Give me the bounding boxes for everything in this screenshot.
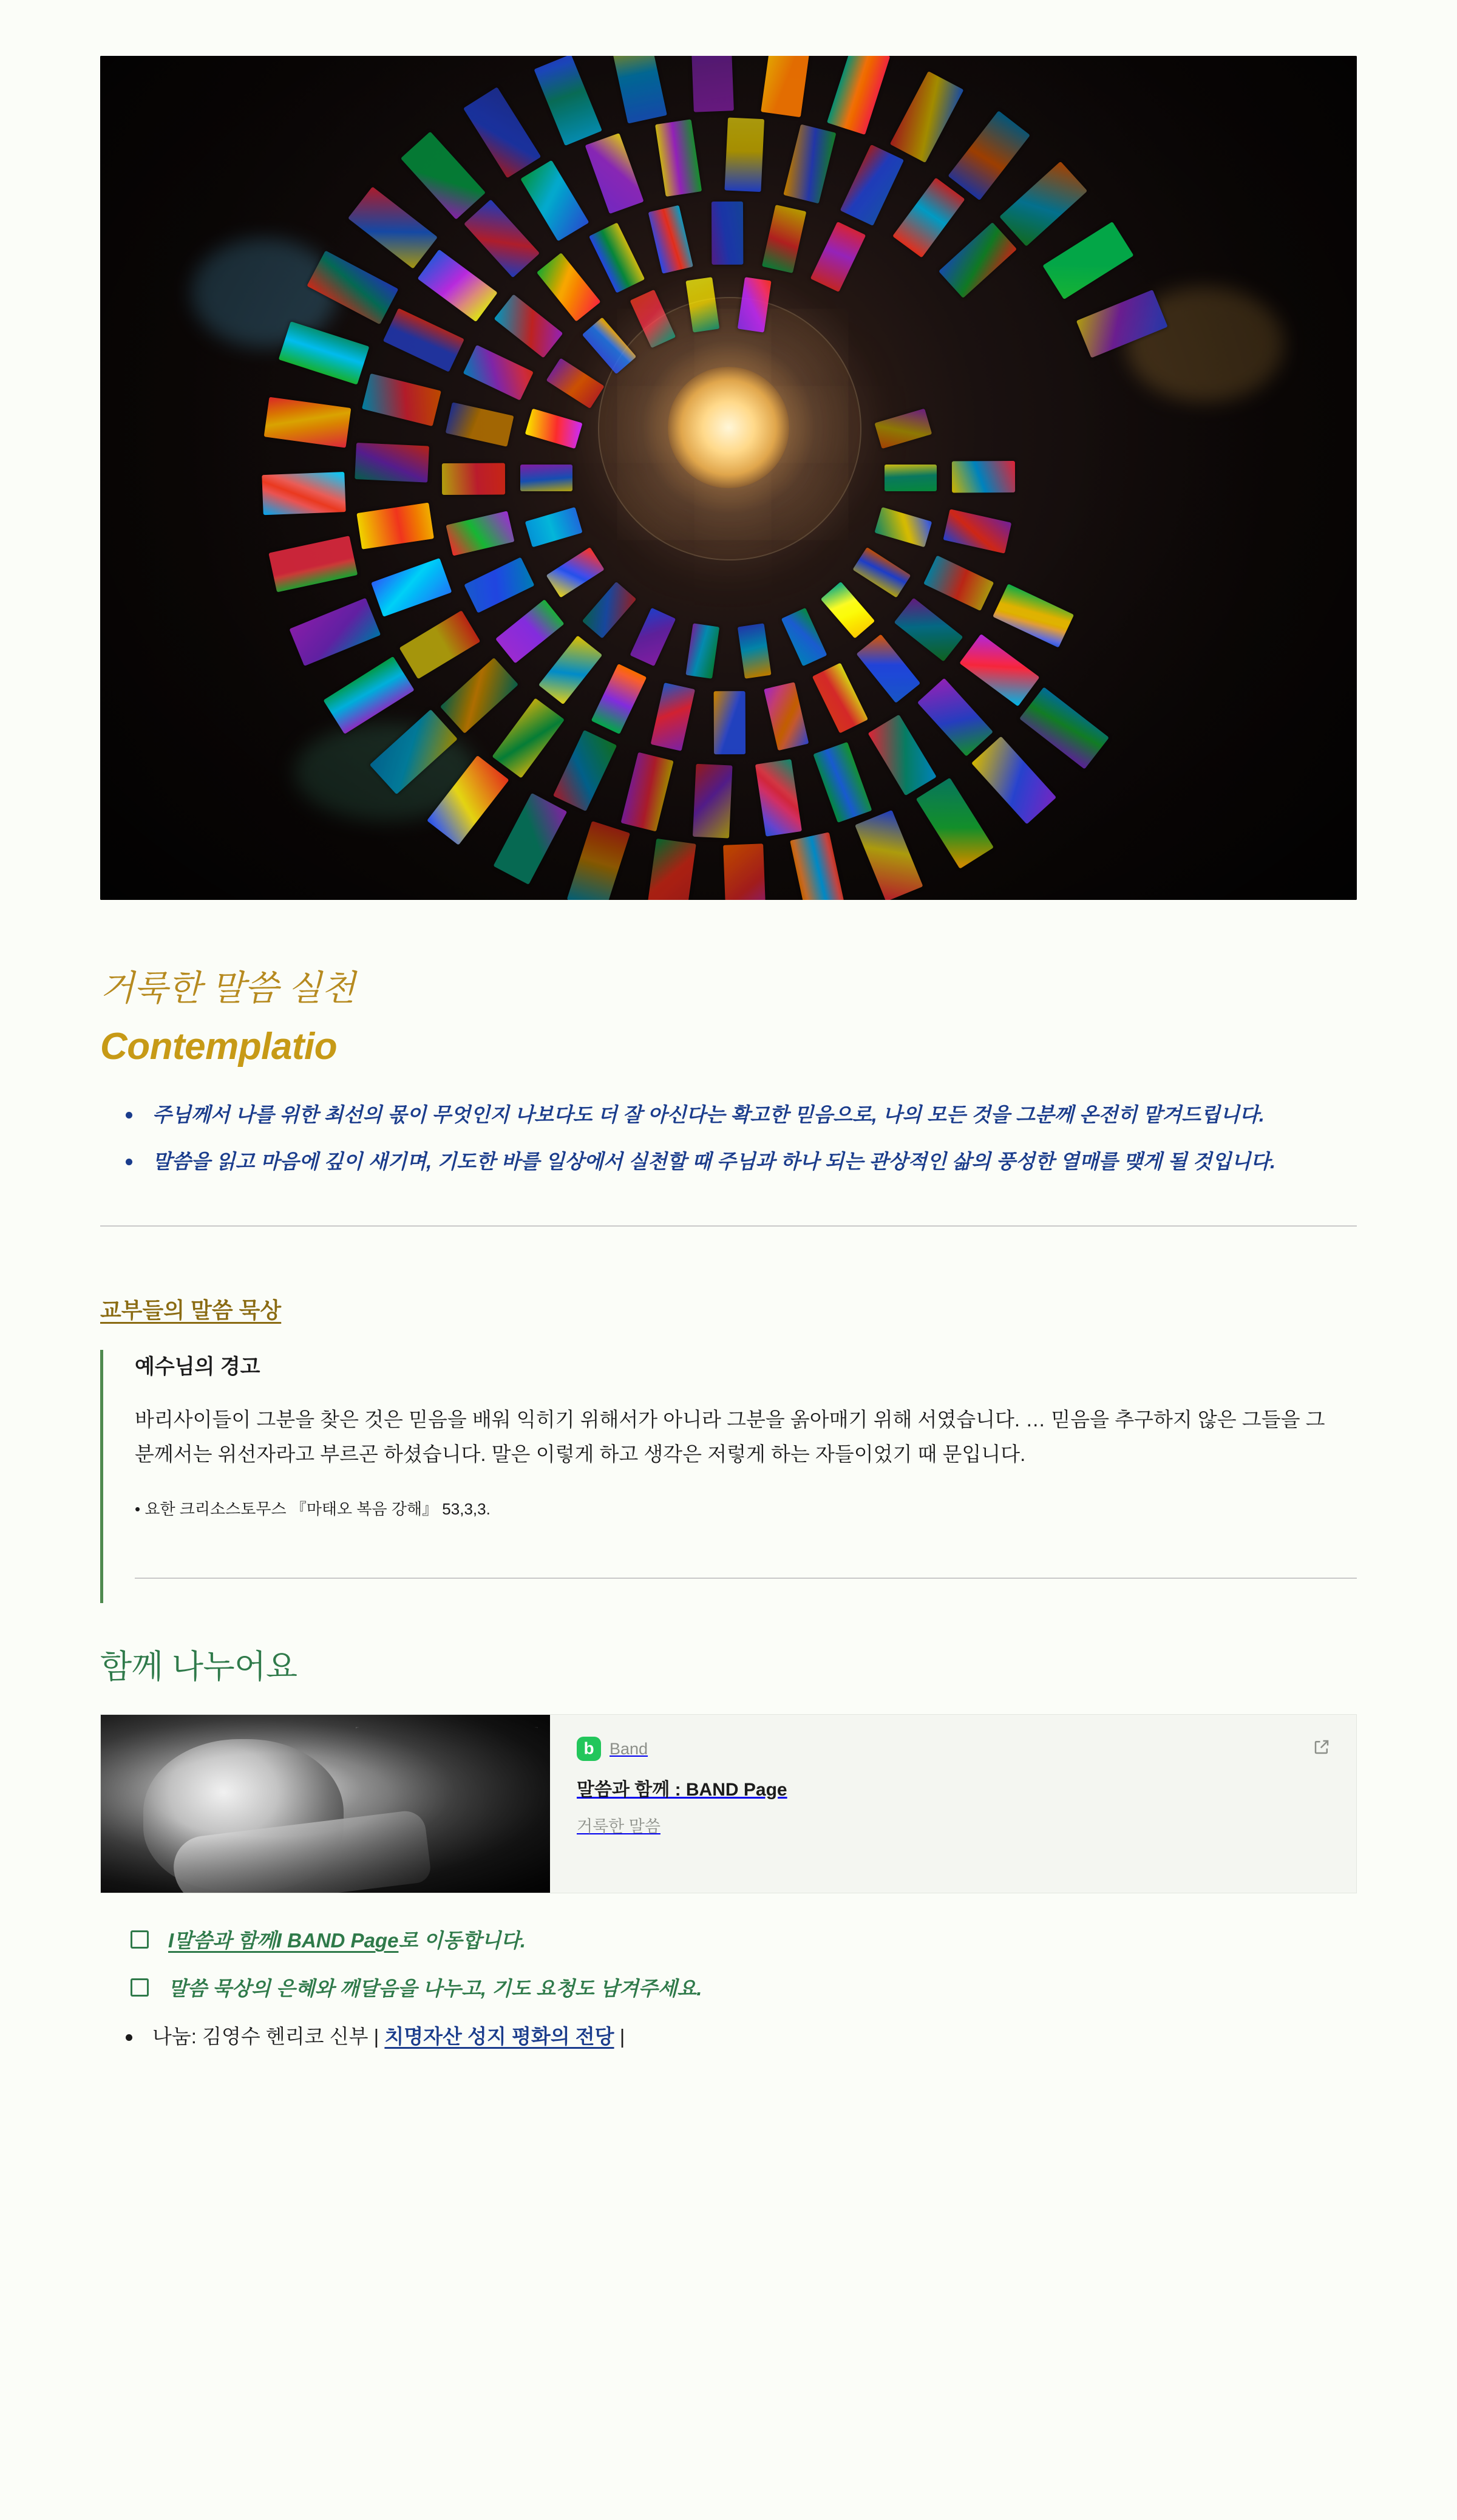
list-item <box>131 1973 1357 2005</box>
band-page-link[interactable]: I말씀과 함께I BAND Page <box>168 1929 399 1952</box>
list-item <box>152 2021 1357 2096</box>
link-card-site-name: Band <box>610 1739 648 1758</box>
contemplatio-bullet-list <box>100 1098 1357 1178</box>
external-link-icon <box>1313 1738 1331 1756</box>
band-page-link-suffix: 로 이동합니다. <box>398 1929 526 1952</box>
fathers-meditation-link[interactable]: 교부들의 말씀 묵상 <box>100 1297 282 1323</box>
checkbox-icon[interactable] <box>131 1930 149 1949</box>
link-card-thumbnail <box>101 1715 550 1893</box>
link-card-body <box>550 1715 1356 1893</box>
share-checklist <box>100 1925 1357 2005</box>
quote-body: 바리사이들이 그분을 찾은 것은 믿음을 배워 익히기 위해서가 아니라 그분을 옭아매기 위해 서였습니다. … 믿음을 추구하지 않은 그들을 그 분께서는 위선자라고 부르곤 하셨습니다. 말은 이렇게 하고 생각은 저렇게 하는 자들이었기 때 문입니다. <box>135 1408 1325 1465</box>
fathers-quote-block <box>100 1350 1357 1604</box>
document-content <box>100 0 1357 2096</box>
quote-spacer <box>135 1579 1357 1603</box>
quote-title: 예수님의 경고 <box>135 1355 260 1378</box>
list-item: 말씀을 읽고 마음에 깊이 새기며, 기도한 바를 일상에서 실천할 때 주님과 하나 되는 관상적인 삶의 풍성한 열매를 맺게 될 것입니다. <box>152 1145 1357 1177</box>
link-card-site <box>577 1737 1332 1761</box>
sharing-credit-list <box>100 2021 1357 2096</box>
link-card-description: 거룩한 말씀 <box>577 1817 661 1836</box>
sharing-credit-suffix: | <box>619 2025 625 2048</box>
sanctuary-link[interactable]: 치명자산 성지 평화의 전당 <box>384 2025 614 2048</box>
sharing-credit-prefix: 나눔: 김영수 헨리코 신부 | <box>152 2025 379 2048</box>
checkbox-icon[interactable] <box>131 1978 149 1997</box>
hero-image <box>100 56 1357 900</box>
page-subtitle: Contemplatio <box>100 1025 338 1068</box>
list-item: 주님께서 나를 위한 최선의 몫이 무엇인지 나보다도 더 잘 아신다는 확고한 믿음으로, 나의 모든 것을 그분께 온전히 맡겨드립니다. <box>152 1098 1357 1131</box>
list-item <box>131 1925 1357 1957</box>
band-link-card[interactable] <box>100 1714 1357 1893</box>
band-logo-icon <box>577 1737 601 1761</box>
quote-source: • 요한 크리소스토무스 『마태오 복음 강해』 53,3,3. <box>135 1500 491 1519</box>
link-card-title: 말씀과 함께 : BAND Page <box>577 1780 787 1800</box>
page-title: 거룩한 말씀 실천 <box>100 969 355 1008</box>
share-instruction: 말씀 묵상의 은혜와 깨달음을 나누고, 기도 요청도 남겨주세요. <box>168 1977 702 2000</box>
divider <box>100 1225 1357 1227</box>
thumbnail-vignette <box>101 1715 550 1893</box>
share-section-title: 함께 나누어요 <box>100 1649 297 1686</box>
